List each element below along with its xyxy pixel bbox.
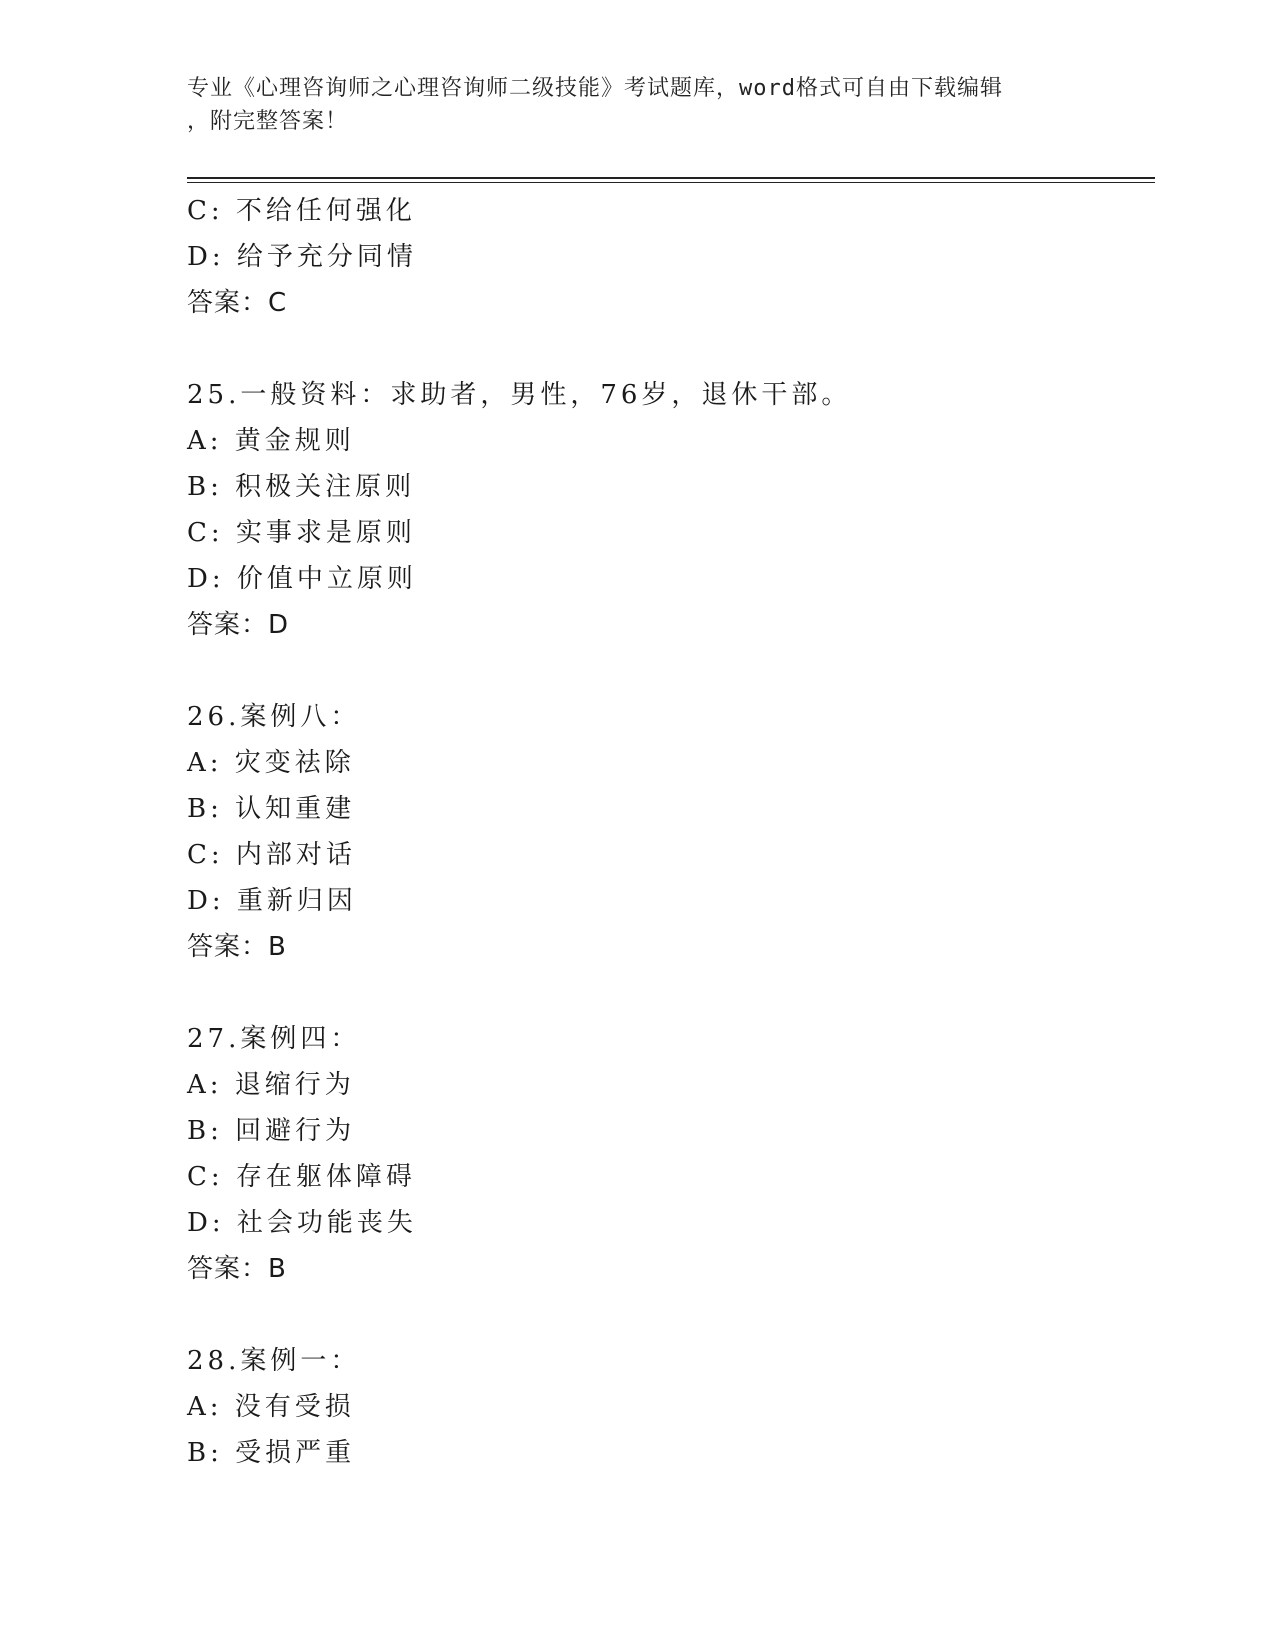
answer-line: 答案：C: [187, 288, 288, 318]
document-header: [187, 72, 1087, 138]
question-block-partial: [187, 188, 1147, 326]
question-stem: 25.一般资料：求助者，男性，76岁，退休干部。: [187, 380, 852, 410]
answer-line: 答案：D: [187, 610, 290, 640]
option-d: D: 重新归因: [187, 886, 357, 916]
header-rule-thick: [187, 177, 1155, 179]
option-b: B: 受损严重: [187, 1438, 356, 1468]
option-d: D: 价值中立原则: [187, 564, 417, 594]
answer-line: 答案：B: [187, 932, 287, 962]
question-block-27: [187, 1016, 1147, 1292]
option-b: B: 认知重建: [187, 794, 356, 824]
question-block-28: [187, 1338, 1147, 1476]
option-d: D: 社会功能丧失: [187, 1208, 417, 1238]
option-c: C: 内部对话: [187, 840, 356, 870]
option-a: A: 退缩行为: [187, 1070, 355, 1100]
header-line-1: 专业《心理咨询师之心理咨询师二级技能》考试题库，word格式可自由下载编辑: [187, 76, 1003, 101]
answer-line: 答案：B: [187, 1254, 287, 1284]
question-stem: 26.案例八：: [187, 702, 361, 732]
option-a: A: 黄金规则: [187, 426, 355, 456]
option-c: C: 不给任何强化: [187, 196, 416, 226]
option-a: A: 灾变祛除: [187, 748, 355, 778]
option-b: B: 积极关注原则: [187, 472, 416, 502]
header-line-2: ，附完整答案！: [187, 109, 349, 134]
option-a: A: 没有受损: [187, 1392, 355, 1422]
question-stem: 27.案例四：: [187, 1024, 361, 1054]
question-block-25: [187, 372, 1147, 648]
option-d: D: 给予充分同情: [187, 242, 417, 272]
question-list: [187, 188, 1147, 1476]
question-stem: 28.案例一：: [187, 1346, 361, 1376]
header-rule-thin: [187, 182, 1155, 183]
option-c: C: 实事求是原则: [187, 518, 416, 548]
option-b: B: 回避行为: [187, 1116, 356, 1146]
option-c: C: 存在躯体障碍: [187, 1162, 416, 1192]
question-block-26: [187, 694, 1147, 970]
